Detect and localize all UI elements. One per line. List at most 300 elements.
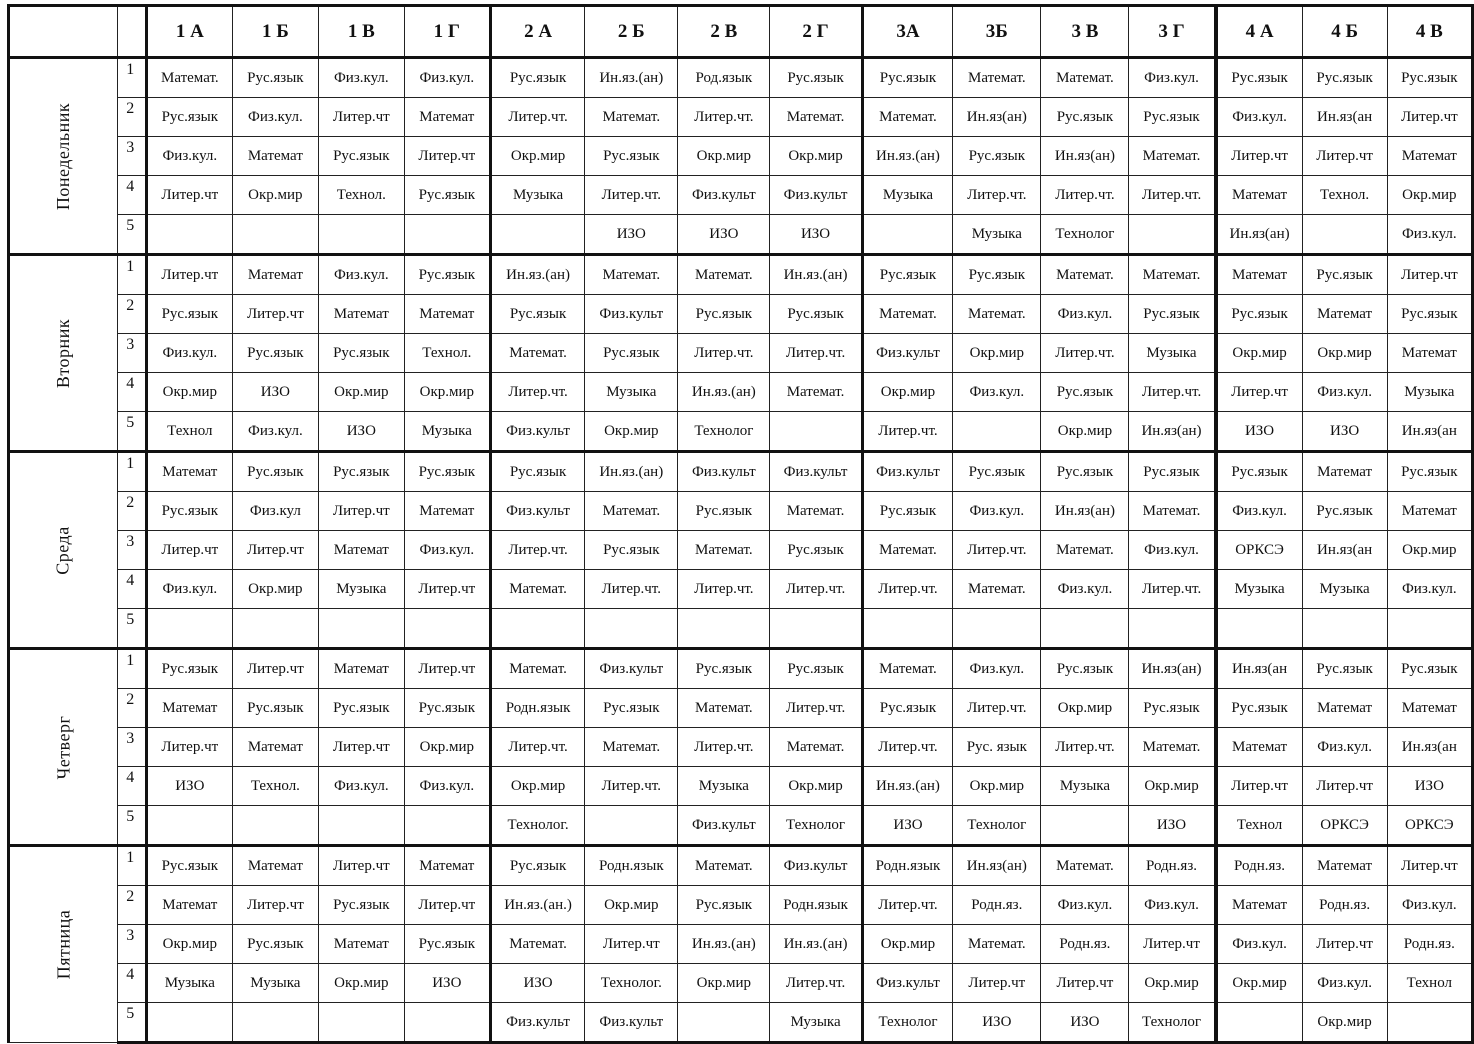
lesson-row [9,570,1473,609]
lesson-cell: Физ.культ [490,1003,584,1043]
lesson-cell: Родн.яз. [1041,925,1129,964]
lesson-cell: Математ [404,492,490,531]
lesson-cell: Окр.мир [862,925,953,964]
lesson-cell: Литер.чт. [770,334,862,373]
lesson-row [9,964,1473,1003]
lesson-cell: Литер.чт. [862,570,953,609]
lesson-cell: Рус.язык [490,846,584,886]
lesson-cell: Ин.яз(ан [1216,649,1303,689]
lesson-cell: Физ.кул. [404,58,490,98]
lesson-cell: Рус.язык [318,689,404,728]
class-header: 3 В [1041,6,1129,58]
lesson-cell: Окр.мир [318,373,404,412]
lesson-cell: Математ [1216,886,1303,925]
lesson-cell: Музыка [1129,334,1216,373]
lesson-cell: ИЗО [770,215,862,255]
class-header: 1 А [146,6,232,58]
lesson-cell: Рус.язык [1129,689,1216,728]
lesson-cell: Музыка [678,767,770,806]
lesson-cell: Рус.язык [146,492,232,531]
lesson-cell: Математ [232,728,318,767]
lesson-cell: Математ. [862,531,953,570]
lesson-cell: Музыка [1216,570,1303,609]
lesson-number: 2 [118,295,146,334]
lesson-number: 5 [118,806,146,846]
lesson-cell: Рус.язык [953,137,1041,176]
lesson-cell: Окр.мир [404,728,490,767]
lesson-cell [678,609,770,649]
lesson-cell: Окр.мир [678,964,770,1003]
lesson-cell: Рус.язык [1387,58,1472,98]
lesson-cell: Ин.яз(ан [1387,728,1472,767]
lesson-cell: Литер.чт [146,255,232,295]
lesson-cell: Литер.чт [1302,925,1387,964]
lesson-cell: Музыка [490,176,584,215]
lesson-cell: Рус.язык [1216,452,1303,492]
lesson-cell: Рус.язык [1216,295,1303,334]
lesson-cell: ИЗО [232,373,318,412]
lesson-cell: Математ [146,689,232,728]
lesson-cell: ИЗО [585,215,678,255]
lesson-cell: Ин.яз.(ан) [770,925,862,964]
lesson-cell: Окр.мир [1129,767,1216,806]
lesson-cell: Рус.язык [1216,689,1303,728]
header-corner [9,6,118,58]
lesson-cell: Рус.язык [862,58,953,98]
lesson-cell: Литер.чт [404,137,490,176]
lesson-cell: Физ.кул. [232,98,318,137]
lesson-cell: Рус.язык [678,295,770,334]
day-name: Понедельник [53,102,74,210]
lesson-cell: Математ [232,846,318,886]
lesson-cell: Физ.культ [490,492,584,531]
lesson-row [9,767,1473,806]
lesson-number: 4 [118,176,146,215]
lesson-cell: Рус.язык [232,452,318,492]
lesson-cell: Математ [318,295,404,334]
lesson-cell: Музыка [770,1003,862,1043]
lesson-cell: Физ.культ [862,334,953,373]
lesson-cell: Музыка [1041,767,1129,806]
lesson-cell: Литер.чт [1387,98,1472,137]
lesson-row [9,806,1473,846]
lesson-cell: Технолог [953,806,1041,846]
lesson-cell: Литер.чт. [585,176,678,215]
lesson-cell: Физ.кул. [1216,925,1303,964]
lesson-cell: Рус.язык [1387,295,1472,334]
lesson-cell: Ин.яз.(ан) [770,255,862,295]
lesson-cell: Физ.кул. [1041,295,1129,334]
lesson-cell: Рус.язык [146,846,232,886]
lesson-cell: Рус.язык [1129,98,1216,137]
lesson-number: 2 [118,492,146,531]
lesson-cell: Рус.язык [404,176,490,215]
lesson-cell: Литер.чт [1041,964,1129,1003]
lesson-cell: Литер.чт. [490,98,584,137]
lesson-cell: Рус.язык [1041,98,1129,137]
lesson-cell: Рус.язык [953,452,1041,492]
lesson-cell: Физ.кул. [953,492,1041,531]
lesson-cell: Рус.язык [232,689,318,728]
day-label [9,846,118,1043]
lesson-cell: Рус.язык [585,137,678,176]
lesson-cell: Литер.чт [232,295,318,334]
lesson-cell: Литер.чт. [1041,334,1129,373]
lesson-cell: Литер.чт. [490,728,584,767]
lesson-cell: Математ. [678,846,770,886]
lesson-cell: Ин.яз.(ан) [678,373,770,412]
lesson-row [9,649,1473,689]
lesson-cell: Рус.язык [232,334,318,373]
lesson-row [9,58,1473,98]
lesson-row [9,255,1473,295]
lesson-cell: Математ [404,295,490,334]
lesson-row [9,846,1473,886]
lesson-cell: Рус.язык [318,334,404,373]
lesson-cell: Литер.чт. [490,531,584,570]
lesson-cell: Окр.мир [1129,964,1216,1003]
lesson-cell: Окр.мир [585,886,678,925]
lesson-cell: Рус.язык [318,137,404,176]
lesson-cell: Литер.чт. [770,689,862,728]
lesson-cell: ОРКСЭ [1387,806,1472,846]
lesson-number: 3 [118,728,146,767]
lesson-cell: Физ.кул. [1129,58,1216,98]
lesson-cell: Литер.чт [1387,846,1472,886]
lesson-cell: Литер.чт. [1041,176,1129,215]
lesson-cell: Окр.мир [770,767,862,806]
lesson-row [9,176,1473,215]
lesson-cell: Литер.чт [318,98,404,137]
lesson-cell: Ин.яз(ан) [1216,215,1303,255]
lesson-cell: Математ. [1129,492,1216,531]
lesson-cell: Ин.яз.(ан) [862,137,953,176]
lesson-cell: Рус.язык [770,531,862,570]
lesson-cell: Физ.кул. [1129,531,1216,570]
lesson-cell: Музыка [232,964,318,1003]
lesson-number: 4 [118,373,146,412]
lesson-cell: Рус.язык [1129,452,1216,492]
lesson-cell: ИЗО [1129,806,1216,846]
lesson-cell [770,609,862,649]
lesson-cell [862,215,953,255]
lesson-cell: Родн.яз. [953,886,1041,925]
lesson-cell: Литер.чт. [678,334,770,373]
lesson-cell: Математ [1387,334,1472,373]
lesson-row [9,334,1473,373]
lesson-cell: ИЗО [953,1003,1041,1043]
lesson-cell: Рус.язык [678,492,770,531]
lesson-cell: Физ.кул. [1387,886,1472,925]
lesson-cell [318,1003,404,1043]
lesson-row [9,1003,1473,1043]
lesson-cell: Окр.мир [232,176,318,215]
lesson-cell [1216,1003,1303,1043]
lesson-number: 3 [118,334,146,373]
lesson-cell: Рус.язык [862,689,953,728]
lesson-cell: Литер.чт. [585,570,678,609]
lesson-cell [232,806,318,846]
lesson-cell: Математ. [490,334,584,373]
lesson-cell: Рус.язык [1129,295,1216,334]
lesson-cell: Ин.яз(ан [1387,412,1472,452]
lesson-cell: Рус.язык [404,689,490,728]
lesson-cell: Рус.язык [585,334,678,373]
lesson-cell [404,1003,490,1043]
lesson-cell: Математ. [1041,531,1129,570]
lesson-cell: Математ. [1129,137,1216,176]
day-name: Среда [53,525,74,575]
lesson-cell: Рус.язык [1387,649,1472,689]
lesson-cell: Литер.чт [146,176,232,215]
lesson-cell: Окр.мир [953,767,1041,806]
lesson-cell: Математ [404,98,490,137]
lesson-cell: Ин.яз.(ан) [490,255,584,295]
lesson-cell: Ин.яз(ан) [1129,649,1216,689]
lesson-cell: Родн.яз. [1387,925,1472,964]
lesson-cell: Математ [232,137,318,176]
lesson-row [9,609,1473,649]
lesson-cell: Математ. [678,689,770,728]
lesson-cell [146,609,232,649]
lesson-cell: Технол [1387,964,1472,1003]
lesson-cell: Физ.культ [490,412,584,452]
lesson-cell: Физ.кул. [232,412,318,452]
lesson-cell: Литер.чт. [490,373,584,412]
lesson-cell: Физ.кул. [1302,728,1387,767]
lesson-row [9,728,1473,767]
lesson-cell: Физ.культ [770,452,862,492]
lesson-cell: Физ.кул. [1129,886,1216,925]
lesson-cell [318,215,404,255]
lesson-cell: Математ. [1129,728,1216,767]
lesson-cell: ИЗО [404,964,490,1003]
lesson-cell: Музыка [862,176,953,215]
lesson-cell: Математ. [953,58,1041,98]
lesson-cell: Окр.мир [1216,964,1303,1003]
lesson-cell [770,412,862,452]
lesson-cell: Литер.чт. [770,964,862,1003]
lesson-number: 4 [118,767,146,806]
lesson-cell: Рус.язык [585,689,678,728]
lesson-cell: Ин.яз(ан) [1041,137,1129,176]
lesson-row [9,452,1473,492]
lesson-cell: Физ.культ [585,1003,678,1043]
lesson-cell: Ин.яз(ан [1302,98,1387,137]
lesson-cell: Ин.яз(ан) [1129,412,1216,452]
lesson-cell: Математ. [490,570,584,609]
lesson-cell [1041,609,1129,649]
lesson-cell: Математ. [146,58,232,98]
lesson-cell: Литер.чт [404,886,490,925]
day-label [9,452,118,649]
lesson-cell: Физ.кул. [1302,964,1387,1003]
lesson-cell: Технол. [232,767,318,806]
lesson-cell [1129,609,1216,649]
lesson-cell: Технолог [678,412,770,452]
lesson-cell: Литер.чт [232,531,318,570]
lesson-cell: Математ. [1041,58,1129,98]
lesson-cell: Рус.язык [490,58,584,98]
lesson-cell: Окр.мир [1302,1003,1387,1043]
lesson-cell: Математ [1216,176,1303,215]
lesson-cell [1302,609,1387,649]
lesson-row [9,886,1473,925]
lesson-cell: Физ.кул. [146,570,232,609]
lesson-cell: Литер.чт [1216,137,1303,176]
lesson-cell: Математ. [862,295,953,334]
class-header: 2 А [490,6,584,58]
lesson-cell: Рус.язык [1216,58,1303,98]
lesson-cell: Технолог [1129,1003,1216,1043]
lesson-number: 5 [118,215,146,255]
lesson-cell: Литер.чт [1302,767,1387,806]
lesson-cell: Рус.язык [1387,452,1472,492]
lesson-cell: Рус.язык [862,255,953,295]
lesson-cell [953,609,1041,649]
lesson-cell: Окр.мир [146,925,232,964]
lesson-cell: Физ.культ [678,176,770,215]
class-header: 1 Г [404,6,490,58]
lesson-cell [585,609,678,649]
lesson-cell: Литер.чт [318,846,404,886]
header-row [9,6,1473,58]
lesson-cell: Окр.мир [490,137,584,176]
lesson-number: 1 [118,58,146,98]
lesson-cell: Физ.культ [678,806,770,846]
lesson-number: 1 [118,452,146,492]
lesson-cell [490,609,584,649]
lesson-number: 4 [118,570,146,609]
lesson-cell: Физ.кул. [953,373,1041,412]
lesson-cell: Технолог. [585,964,678,1003]
lesson-cell: Физ.культ [862,964,953,1003]
lesson-cell: Литер.чт. [953,531,1041,570]
lesson-cell: Математ. [1129,255,1216,295]
lesson-cell: Математ [146,452,232,492]
lesson-cell: Физ.кул. [146,334,232,373]
lesson-cell: ИЗО [1041,1003,1129,1043]
lesson-cell: Математ. [770,492,862,531]
lesson-cell: Окр.мир [490,767,584,806]
lesson-cell: Литер.чт [232,649,318,689]
lesson-cell: Родн.яз. [1129,846,1216,886]
lesson-cell: Физ.кул. [1216,492,1303,531]
lesson-cell: Ин.яз(ан) [953,846,1041,886]
lesson-cell: Литер.чт [404,570,490,609]
lesson-cell: Математ. [770,98,862,137]
lesson-cell [146,215,232,255]
lesson-cell: Литер.чт. [678,570,770,609]
lesson-number: 1 [118,255,146,295]
lesson-cell: ОРКСЭ [1216,531,1303,570]
lesson-cell: Математ. [585,255,678,295]
lesson-number: 2 [118,689,146,728]
class-header: 3Б [953,6,1041,58]
lesson-cell: Литер.чт [1129,925,1216,964]
lesson-cell: Рус.язык [1302,492,1387,531]
lesson-cell: Окр.мир [1387,531,1472,570]
lesson-cell [318,609,404,649]
header-lesson-number [118,6,146,58]
lesson-cell: Рус. язык [953,728,1041,767]
lesson-number: 3 [118,137,146,176]
lesson-cell: Окр.мир [953,334,1041,373]
lesson-cell [678,1003,770,1043]
lesson-cell: Родн.язык [770,886,862,925]
lesson-cell: Математ [1387,137,1472,176]
lesson-cell: Рус.язык [585,531,678,570]
lesson-cell: Рус.язык [1302,58,1387,98]
lesson-number: 1 [118,649,146,689]
lesson-cell: Ин.яз(ан) [953,98,1041,137]
lesson-cell: Литер.чт. [1041,728,1129,767]
lesson-cell: Физ.кул. [318,767,404,806]
lesson-cell: Технол. [1302,176,1387,215]
lesson-cell: ИЗО [678,215,770,255]
lesson-cell: Ин.яз.(ан.) [490,886,584,925]
class-header: 4 Б [1302,6,1387,58]
lesson-cell: Ин.яз.(ан) [585,452,678,492]
lesson-cell: Литер.чт. [1129,373,1216,412]
lesson-cell: Литер.чт [318,492,404,531]
lesson-cell: Литер.чт. [678,98,770,137]
lesson-cell: Физ.кул [232,492,318,531]
lesson-cell: Математ [232,255,318,295]
lesson-cell: Литер.чт [318,728,404,767]
lesson-cell [1302,215,1387,255]
class-header: 4 А [1216,6,1303,58]
lesson-row [9,295,1473,334]
class-header: 2 Б [585,6,678,58]
lesson-cell: Литер.чт. [678,728,770,767]
lesson-cell: Технолог. [490,806,584,846]
lesson-cell: Технол. [404,334,490,373]
lesson-cell: Литер.чт [1302,137,1387,176]
lesson-cell: Окр.мир [1216,334,1303,373]
lesson-cell: ОРКСЭ [1302,806,1387,846]
day-name: Вторник [53,318,74,388]
lesson-cell: Математ [1387,492,1472,531]
lesson-cell: Рус.язык [1041,452,1129,492]
lesson-cell: Математ. [678,255,770,295]
lesson-cell: Литер.чт. [770,570,862,609]
day-name: Четверг [53,715,74,779]
lesson-cell: Рус.язык [404,255,490,295]
lesson-cell: Рус.язык [862,492,953,531]
lesson-cell: Рус.язык [678,886,770,925]
lesson-cell: Физ.культ [585,649,678,689]
lesson-number: 3 [118,925,146,964]
lesson-cell: Окр.мир [1041,689,1129,728]
lesson-cell: Литер.чт [404,649,490,689]
lesson-cell [404,806,490,846]
lesson-cell: Литер.чт. [862,412,953,452]
lesson-row [9,373,1473,412]
lesson-cell: Литер.чт [146,728,232,767]
class-header: 3А [862,6,953,58]
lesson-cell: Физ.культ [678,452,770,492]
lesson-cell: Литер.чт [232,886,318,925]
lesson-cell [318,806,404,846]
lesson-cell: Рус.язык [146,98,232,137]
lesson-number: 2 [118,886,146,925]
lesson-number: 5 [118,609,146,649]
lesson-cell: Рус.язык [1302,255,1387,295]
lesson-cell [1041,806,1129,846]
lesson-cell: Окр.мир [232,570,318,609]
lesson-cell [1387,609,1472,649]
